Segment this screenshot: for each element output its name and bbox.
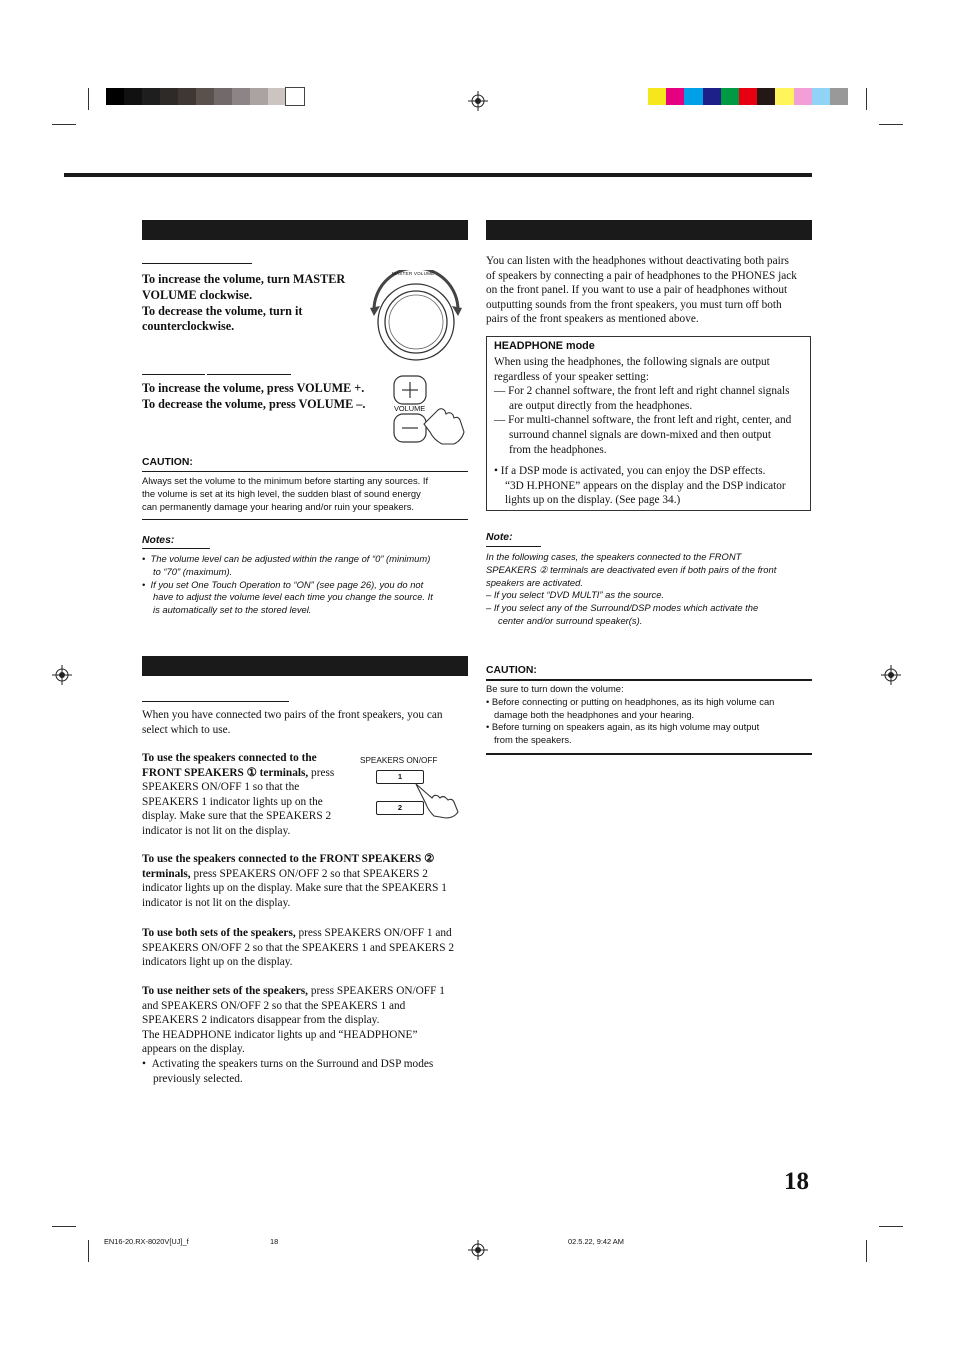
section-header-bar-volume [142, 220, 468, 240]
intro-line: outputting sounds from the front speakers, you must turn off both [486, 298, 782, 311]
intro-line: When you have connected two pairs of the front speakers, you can [142, 709, 443, 721]
caution-line: Be sure to turn down the volume: [486, 683, 624, 694]
crop-mark [52, 124, 76, 125]
crop-mark [879, 124, 903, 125]
color-swatch [739, 88, 757, 105]
instruction-line: counterclockwise. [142, 319, 235, 334]
master-volume-instruction [142, 272, 382, 335]
color-swatch [250, 88, 268, 105]
caution-line: can permanently damage your hearing and/or ruin your speakers. [142, 500, 415, 512]
instruction-line: To decrease the volume, press VOLUME –. [142, 396, 366, 411]
p1-bold-line: FRONT SPEAKERS ① terminals, [142, 766, 309, 779]
notes-list [142, 553, 468, 617]
crop-mark [88, 88, 89, 110]
crop-mark [88, 1240, 89, 1262]
box-line: from the headphones. [509, 443, 607, 456]
color-swatch [794, 88, 812, 105]
box-line: When using the headphones, the following signals are output [494, 356, 770, 368]
note-line: In the following cases, the speakers connected to the FRONT [486, 551, 742, 562]
footer-timestamp: 02.5.22, 9:42 AM [568, 1237, 624, 1246]
color-swatch [721, 88, 739, 105]
note-rule [486, 546, 541, 547]
p1-line: SPEAKERS ON/OFF 1 so that the [142, 781, 300, 794]
p2-bold-line: To use the speakers connected to the FRONT SPEAKERS ② [142, 853, 435, 865]
p3-line: SPEAKERS ON/OFF 2 so that the SPEAKERS 1 and SPEAKERS 2 [142, 941, 454, 954]
box-line: “3D H.PHONE” appears on the display and the DSP indicator [505, 479, 786, 492]
p1-line: press [311, 766, 335, 779]
box-line: • If a DSP mode is activated, you can enjoy the DSP effects. [494, 465, 766, 478]
instruction-line: To increase the volume, turn MASTER [142, 272, 346, 286]
caution-rule [486, 753, 812, 755]
color-swatch [160, 88, 178, 105]
caution-item: from the speakers. [494, 734, 572, 746]
crop-mark [52, 1226, 76, 1227]
volume-button-label: VOLUME [394, 404, 426, 413]
section-header-bar-speakers [142, 656, 468, 676]
p2-line: indicator lights up on the display. Make sure that the SPEAKERS 1 [142, 882, 447, 895]
note-line: SPEAKERS ② terminals are deactivated even if both pairs of the front [486, 563, 777, 575]
caution-title: CAUTION: [486, 665, 537, 676]
color-swatch [268, 88, 286, 105]
subheading-rule [142, 263, 252, 264]
notes-title: Notes: [142, 535, 175, 546]
p1-line: display. Make sure that the SPEAKERS 2 [142, 810, 332, 823]
intro-line: You can listen with the headphones without deactivating both pairs [486, 255, 789, 267]
caution-rule [486, 679, 812, 681]
crop-mark [866, 1240, 867, 1262]
subheading-rule [207, 374, 291, 375]
notes-rule [142, 548, 210, 549]
color-swatch [703, 88, 721, 105]
note-title: Note: [486, 532, 513, 543]
p1-line: indicator is not lit on the display. [142, 824, 291, 837]
speakers-p4 [142, 984, 468, 1086]
caution-item: • Before connecting or putting on headphones, as its high volume can [486, 695, 775, 707]
section-header-bar-headphones [486, 220, 812, 240]
p2-line: press SPEAKERS ON/OFF 2 so that SPEAKERS 2 [190, 867, 428, 880]
speakers-diagram-label: SPEAKERS ON/OFF [360, 756, 438, 765]
p2-line: indicator is not lit on the display. [142, 896, 291, 909]
speakers-p3 [142, 926, 468, 970]
color-swatch [286, 88, 304, 105]
intro-line: select which to use. [142, 723, 231, 736]
intro-line: of speakers by connecting a pair of headphones to the PHONES jack [486, 269, 797, 282]
subheading-rule [142, 374, 205, 375]
p2-bold-line: terminals, [142, 867, 191, 880]
color-swatch [124, 88, 142, 105]
color-swatch [666, 88, 684, 105]
p4-bold: To use neither sets of the speakers, [142, 985, 308, 997]
caution-rule [142, 471, 468, 472]
speakers-2-button: 2 [376, 801, 424, 815]
caution-line: Always set the volume to the minimum before starting any sources. If [142, 475, 429, 486]
p1-line: SPEAKERS 1 indicator lights up on the [142, 795, 323, 808]
note-text [486, 551, 816, 628]
color-swatch [775, 88, 793, 105]
registration-mark-icon [52, 665, 72, 685]
box-line: are output directly from the headphones. [509, 399, 693, 412]
color-swatch [684, 88, 702, 105]
box-line: — For 2 channel software, the front left and right channel signals [494, 385, 790, 398]
headphone-mode-title: HEADPHONE mode [494, 340, 595, 352]
subheading-rule [142, 701, 289, 702]
speakers-bullet: • Activating the speakers turns on the Surround and DSP modes previously selected. [142, 1057, 434, 1085]
headphones-intro [486, 254, 816, 327]
note-item: – If you select “DVD MULTI” as the source. [486, 589, 665, 601]
crop-mark [866, 88, 867, 110]
box-line: regardless of your speaker setting: [494, 370, 649, 383]
color-swatch [830, 88, 848, 105]
registration-mark-icon [468, 91, 488, 111]
caution-rule [142, 519, 468, 520]
master-volume-knob-icon [364, 270, 468, 362]
speakers-1-button: 1 [376, 770, 424, 784]
color-swatch [196, 88, 214, 105]
color-swatch [214, 88, 232, 105]
caution-item: damage both the headphones and your hearing. [494, 708, 695, 720]
caution-title: CAUTION: [142, 457, 193, 468]
p3-bold: To use both sets of the speakers, [142, 927, 296, 939]
p4-line: press SPEAKERS ON/OFF 1 [308, 985, 445, 997]
caution-item: • Before turning on speakers again, as its high volume may output [486, 721, 760, 733]
p4-line: appears on the display. [142, 1043, 245, 1056]
p1-bold-line: To use the speakers connected to the [142, 752, 317, 764]
pointing-hand-icon [412, 780, 464, 820]
instruction-line: To decrease the volume, turn it [142, 303, 303, 318]
instruction-line: To increase the volume, press VOLUME +. [142, 381, 365, 395]
p3-line: press SPEAKERS ON/OFF 1 and [295, 927, 452, 939]
color-swatch [757, 88, 775, 105]
speakers-intro [142, 708, 468, 737]
speakers-p1 [142, 751, 362, 839]
header-rule [64, 173, 812, 177]
note-item: • The volume level can be adjusted within the range of “0” (minimum) to “70” (maximum). [142, 553, 431, 577]
page-number: 18 [784, 1168, 809, 1195]
box-line: — For multi-channel software, the front left and right, center, and [494, 414, 792, 427]
crop-mark [879, 1226, 903, 1227]
footer-filename: EN16-20.RX-8020V[UJ]_f [104, 1237, 189, 1246]
intro-line: pairs of the front speakers as mentioned above. [486, 313, 699, 326]
note-item: – If you select any of the Surround/DSP modes which activate the [486, 602, 759, 614]
note-item: • If you set One Touch Operation to “ON” (see page 26), you do not have to adjust the volume level each time you change the source. It is automatically set to the stored level. [142, 578, 433, 616]
p4-line: The HEADPHONE indicator lights up and “HEADPHONE” [142, 1028, 418, 1041]
color-swatch [106, 88, 124, 105]
note-item: center and/or surround speaker(s). [498, 614, 643, 626]
speakers-p2 [142, 852, 468, 910]
registration-mark-icon [881, 665, 901, 685]
color-swatch [178, 88, 196, 105]
caution-text [486, 683, 816, 747]
headphone-mode-text [494, 355, 810, 508]
footer-page: 18 [270, 1237, 279, 1246]
p3-line: indicators light up on the display. [142, 956, 293, 969]
color-swatch [648, 88, 666, 105]
remote-volume-instruction [142, 381, 402, 413]
p4-line: and SPEAKERS ON/OFF 2 so that the SPEAKERS 1 and [142, 999, 406, 1012]
color-swatch [142, 88, 160, 105]
registration-mark-icon [468, 1240, 488, 1260]
note-line: speakers are activated. [486, 576, 583, 588]
master-volume-label: MASTER VOLUME [392, 271, 435, 276]
p4-line: SPEAKERS 2 indicators disappear from the display. [142, 1014, 380, 1027]
intro-line: on the front panel. If you want to use a pair of headphones without [486, 284, 788, 297]
caution-text [142, 475, 468, 513]
box-line: lights up on the display. (See page 34.) [505, 494, 681, 507]
color-swatch [812, 88, 830, 105]
color-swatch [232, 88, 250, 105]
box-line: surround channel signals are down-mixed and then output [509, 428, 771, 441]
caution-line: the volume is set at its high level, the sudden blast of sound energy [142, 487, 421, 499]
instruction-line: VOLUME clockwise. [142, 287, 253, 302]
